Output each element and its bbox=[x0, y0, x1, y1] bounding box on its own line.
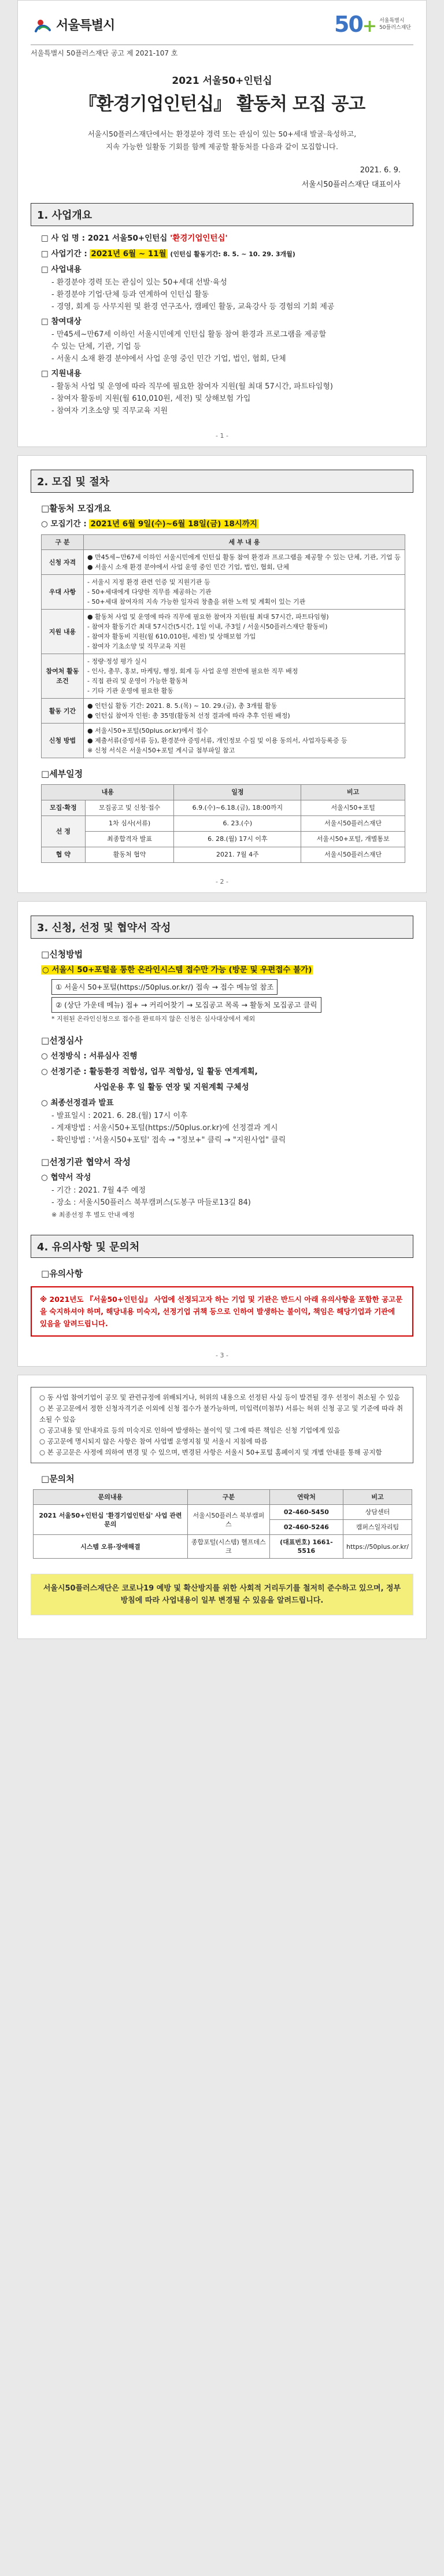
result-item: - 발표일시 : 2021. 6. 28.(월) 17시 이후 bbox=[51, 1112, 188, 1120]
table-header: 세 부 내 용 bbox=[84, 535, 405, 550]
result-item: - 확인방법 : '서울시50+포털' 접속 → "정보+" 클릭 → "지원사업" 클릭 bbox=[51, 1136, 286, 1145]
table-cell: 2021. 7월 4주 bbox=[174, 847, 301, 863]
table-cell: 종합포털(시스템) 헬프데스크 bbox=[187, 1535, 269, 1559]
result-label: ○ 최종선정결과 발표 bbox=[41, 1098, 114, 1108]
contact-title: □ 문의처 bbox=[41, 1472, 406, 1486]
recruit-body bbox=[18, 502, 426, 531]
contract-item: - 기간 : 2021. 7월 4주 예정 bbox=[51, 1186, 146, 1195]
table-cell: 지원 내용 bbox=[42, 610, 84, 654]
contract-title: □ 선정기관 협약서 작성 bbox=[41, 1156, 406, 1169]
table-cell: 서울시50플러스 북부캠퍼스 bbox=[187, 1505, 269, 1535]
50plus-logo-sub1: 서울특별시 bbox=[379, 18, 405, 24]
table-row bbox=[42, 550, 405, 575]
page-number: - 3 - bbox=[216, 1352, 228, 1359]
support-item: - 활동처 사업 및 운영에 따라 직무에 필요한 참여자 지원(월 최대 57시간, 파트타임형) bbox=[51, 382, 333, 391]
50plus-logo-plus: + bbox=[362, 16, 376, 36]
apply-step-text: ① 서울시 50+포털(https://50plus.or.kr/) 접속 → 접수 메뉴얼 참조 bbox=[51, 979, 278, 995]
content-item: - 경영, 회계 등 사무지원 및 환경 연구조사, 캠페인 활동, 교육강사 등 경험의 기회 제공 bbox=[51, 302, 335, 311]
notice-number: 서울특별시 50플러스재단 공고 제 2021-107 호 bbox=[31, 49, 178, 57]
section-heading-recruit: 2. 모집 및 절차 bbox=[31, 470, 413, 493]
table-cell: 서울시50플러스재단 bbox=[301, 816, 405, 832]
document-page-3 bbox=[17, 901, 427, 1367]
target-label: □ 참여대상 bbox=[41, 317, 82, 326]
table-row bbox=[42, 847, 405, 863]
table-cell: 모집·확정 bbox=[42, 800, 86, 816]
recruit-period-value: 2021년 6월 9일(수)~6월 18일(금) 18시까지 bbox=[90, 519, 257, 529]
table-cell: 서울시50+포털 bbox=[301, 800, 405, 816]
intro-text bbox=[18, 128, 426, 153]
document-page-2 bbox=[17, 455, 427, 893]
table-cell: ● 서울시50+포털(50plus.or.kr)에서 접수 ● 제출서류(증빙서류 등), 환경분야 증빙서류, 개인정보 수집 및 이용 동의서, 사업자등록증 등 ※ 신청 서식은 서울시50+포털 게시글 첨부파일 참고 bbox=[84, 724, 405, 758]
table-row bbox=[42, 800, 405, 816]
table-cell: 서울시50플러스재단 bbox=[301, 847, 405, 863]
contract-label: ○ 협약서 작성 bbox=[41, 1173, 91, 1182]
note-item: ○ 공고문에 명시되지 않은 사항은 참여 사업별 운영지침 및 서울시 지침에 따름 bbox=[39, 1437, 268, 1445]
result-item: - 게재방법 : 서울시50+포털(https://50plus.or.kr)에 선정결과 게시 bbox=[51, 1124, 278, 1132]
notice-date: 2021. 6. 9. bbox=[360, 166, 401, 175]
project-name-label: □ 사 업 명 : 2021 서울50+인턴십 bbox=[41, 234, 171, 243]
notice-body bbox=[18, 1267, 426, 1280]
table-cell: 우대 사항 bbox=[42, 575, 84, 610]
table-cell: 1차 심사(서류) bbox=[85, 816, 174, 832]
content-label: □ 사업내용 bbox=[41, 265, 82, 274]
recruit-period-line bbox=[41, 518, 406, 531]
document-header bbox=[18, 1, 426, 56]
table-cell: 02-460-5450 bbox=[269, 1505, 343, 1520]
table-header: 내용 bbox=[42, 785, 174, 800]
table-cell: ● 만45세~만67세 이하인 서울시민에게 인턴십 활동 참여 환경과 프로그램을 제공할 수 있는 단체, 기관, 기업 등 ● 서울시 소재 환경 분야에서 사업 운영 중인 민간 기업, 법인, 협회, 단체 bbox=[84, 550, 405, 575]
note-item: ○ 동 사업 참여기업이 공모 및 관련규정에 위배되거나, 허위의 내용으로 선정된 사실 등이 발견될 경우 선정이 취소될 수 있음 bbox=[39, 1393, 400, 1401]
table-row bbox=[42, 832, 405, 847]
table-cell: 참여처 활동 조건 bbox=[42, 654, 84, 699]
project-name-line bbox=[41, 232, 406, 245]
notice-title: □ 유의사항 bbox=[41, 1267, 406, 1280]
project-period-label: □ 사업기간 : bbox=[41, 249, 90, 259]
intro-line: 지속 가능한 일활동 기회를 함께 제공할 활동처를 다음과 같이 모집합니다. bbox=[106, 142, 338, 151]
document-page-1 bbox=[17, 0, 427, 447]
50plus-logo-sub2: 50플러스재단 bbox=[379, 25, 411, 31]
warning-box: ※ 2021년도 『서울50+인턴십』 사업에 선정되고자 하는 기업 및 기관은 반드시 아래 유의사항을 포함한 공고문을 숙지하셔야 하며, 해당내용 미숙지, 선정기업 귀책 등으로 인하여 발생하는 불이익, 책임은 해당기업과 기관에 있음을 알려드립니다. bbox=[31, 1286, 413, 1337]
note-item: ○ 공고내용 및 안내자료 등의 미숙지로 인하여 발생하는 불이익 및 그에 따른 책임은 신청 기업에게 있음 bbox=[39, 1426, 341, 1434]
schedule-body bbox=[18, 767, 426, 781]
note-item: ○ 본 공고문은 사정에 의하여 변경 및 수 있으며, 변경된 사항은 서울시 50+포털 홈페이지 및 개별 안내를 통해 공지함 bbox=[39, 1448, 382, 1456]
table-cell: 6. 28.(월) 17시 이후 bbox=[174, 832, 301, 847]
content-item: - 환경분야 기업·단체 등과 연계하여 인턴십 활동 bbox=[51, 290, 209, 299]
apply-line bbox=[41, 964, 406, 977]
table-header: 일정 bbox=[174, 785, 301, 800]
contract-item: - 장소 : 서울시50플러스 북부캠퍼스(도봉구 마들로13길 84) bbox=[51, 1198, 251, 1207]
table-cell: 신청 방법 bbox=[42, 724, 84, 758]
project-name-value: '환경기업인턴십' bbox=[170, 234, 228, 243]
table-cell: 활동 기간 bbox=[42, 699, 84, 724]
project-period-line bbox=[41, 248, 406, 261]
table-row bbox=[42, 575, 405, 610]
table-cell: 02-460-5246 bbox=[269, 1520, 343, 1535]
contact-body bbox=[18, 1472, 426, 1486]
page-number: - 1 - bbox=[216, 432, 228, 440]
table-cell: 2021 서울50+인턴십 '환경기업인턴십' 사업 관련 문의 bbox=[34, 1505, 188, 1535]
recruit-subtitle: □ 활동처 모집개요 bbox=[41, 502, 406, 515]
table-header: 연락처 bbox=[269, 1490, 343, 1505]
overview-body bbox=[18, 232, 426, 417]
table-row bbox=[42, 610, 405, 654]
table-row bbox=[42, 816, 405, 832]
50plus-logo bbox=[334, 13, 411, 35]
support-label: □ 지원내용 bbox=[41, 369, 82, 378]
table-cell: 캠퍼스일자리팀 bbox=[343, 1520, 412, 1535]
seoul-logo bbox=[34, 16, 114, 34]
select-criteria-cont: 사업운용 후 일 활동 연장 및 지원계획 구체성 bbox=[94, 1083, 249, 1092]
recruit-period-label: ○ 모집기간 : bbox=[41, 519, 90, 529]
schedule-title: □ 세부일정 bbox=[41, 767, 406, 781]
apply-body bbox=[18, 948, 426, 1221]
seoul-logo-icon bbox=[34, 16, 51, 34]
table-cell: ● 인턴십 활동 기간: 2021. 8. 5.(목) ~ 10. 29.(금), 총 3개월 활동 ● 인턴십 참여자 인원: 총 35명(활동처 선정 결과에 따라 추후 인원 배정) bbox=[84, 699, 405, 724]
title-block bbox=[18, 56, 426, 115]
table-cell: 상담센터 bbox=[343, 1505, 412, 1520]
note-item: ○ 본 공고문에서 정한 신청자격기준 이외에 신청 접수가 불가능하며, 미입력(미첨부) 서류는 허위 신청 공고 및 기준에 따라 취소될 수 있음 bbox=[39, 1404, 404, 1423]
support-item: - 참여자 기초소양 및 직무교육 지원 bbox=[51, 407, 168, 415]
table-cell: 6. 23.(수) bbox=[174, 816, 301, 832]
apply-line-text: ○ 서울시 50+포털을 통한 온라인시스템 접수만 가능 (방문 및 우편접수 불가) bbox=[42, 965, 312, 975]
apply-title: □ 신청방법 bbox=[41, 948, 406, 961]
table-cell: - 서울시 지정 환경 관련 인증 및 지원기관 등 - 50+세대에게 다양한 직무를 제공하는 기관 - 50+세대 참여자의 지속 가능한 일자리 창출을 위한 노력 및 계획이 있는 기관 bbox=[84, 575, 405, 610]
table-cell: 최종합격자 발표 bbox=[85, 832, 174, 847]
document-page-4 bbox=[17, 1375, 427, 1639]
select-criteria: ○ 선정기준 : 활동환경 적합성, 업무 적합성, 일 활동 연계계획, bbox=[41, 1067, 258, 1076]
table-header: 구분 bbox=[187, 1490, 269, 1505]
page-number: - 2 - bbox=[216, 878, 228, 885]
apply-step-1 bbox=[51, 979, 406, 995]
target-item: - 만45세~만67세 이하인 서울시민에게 인턴십 활동 참여 환경과 프로그램을 제공할 bbox=[51, 330, 327, 339]
intro-line: 서울시50플러스재단에서는 환경분야 경력 또는 관심이 있는 50+세대 발굴·육성하고, bbox=[87, 130, 357, 138]
table-header: 구 분 bbox=[42, 535, 84, 550]
table-row bbox=[34, 1535, 412, 1559]
table-cell: 선 정 bbox=[42, 816, 86, 847]
content-item: - 환경분야 경력 또는 관심이 있는 50+세대 선발·육성 bbox=[51, 278, 227, 287]
table-row bbox=[42, 724, 405, 758]
table-header: 문의내용 bbox=[34, 1490, 188, 1505]
table-cell: - 정량·정성 평가 실시 - 인사, 총무, 홍보, 마케팅, 행정, 회계 등 사업 운영 전반에 필요한 직무 배정 - 직접 관리 및 운영이 가능한 활동처 - 기타 기관 운영에 필요한 활동 bbox=[84, 654, 405, 699]
seoul-logo-text: 서울특별시 bbox=[56, 19, 115, 33]
table-cell: 신청 자격 bbox=[42, 550, 84, 575]
section-heading-notice: 4. 유의사항 및 문의처 bbox=[31, 1235, 413, 1258]
select-title: □ 선정심사 bbox=[41, 1034, 406, 1047]
contract-item: ※ 최종선정 후 별도 안내 예정 bbox=[51, 1211, 135, 1219]
50plus-logo-num: 50 bbox=[334, 12, 362, 37]
schedule-table bbox=[41, 784, 405, 863]
page-title: 『환경기업인턴십』 활동처 모집 공고 bbox=[79, 94, 365, 115]
table-cell: (대표번호) 1661-5516 bbox=[269, 1535, 343, 1559]
select-way: ○ 선정방식 : 서류심사 진행 bbox=[41, 1051, 138, 1061]
section-heading-overview: 1. 사업개요 bbox=[31, 203, 413, 226]
apply-step-2 bbox=[51, 997, 406, 1013]
title-sub: 2021 서울50+인턴십 bbox=[172, 75, 272, 87]
table-row bbox=[42, 699, 405, 724]
table-cell: ● 활동처 사업 및 운영에 따라 직무에 필요한 참여자 지원(월 최대 57시간, 파트타임형) - 참여자 활동기간 최대 57시간(5시간, 1일 이내, 주3일 / 서울시50플러스재단 활동비) - 참여자 활동비 지원(월 610,010원, 세전) 및 상해보험 가입 - 참여자 기초소양 및 직무교육 지원 bbox=[84, 610, 405, 654]
project-period-value: 2021년 6월 ~ 11월 bbox=[91, 249, 166, 259]
apply-note: * 지원된 온라인신청으로 접수를 완료하지 않은 신청은 심사대상에서 제외 bbox=[51, 1015, 256, 1023]
table-header: 비고 bbox=[301, 785, 405, 800]
table-row bbox=[42, 654, 405, 699]
target-item: 수 있는 단체, 기관, 기업 등 bbox=[51, 342, 141, 351]
table-header: 비고 bbox=[343, 1490, 412, 1505]
footer-notice: 서울시50플러스재단은 코로나19 예방 및 확산방지를 위한 사회적 거리두기를 철저히 준수하고 있으며, 정부방침에 따라 사업내용이 일부 변경될 수 있음을 알려드립니다. bbox=[31, 1574, 413, 1615]
table-cell: 활동처 협약 bbox=[85, 847, 174, 863]
section-heading-apply: 3. 신청, 선정 및 협약서 작성 bbox=[31, 916, 413, 939]
table-cell: 서울시50+포털, 개별통보 bbox=[301, 832, 405, 847]
support-item: - 참여자 활동비 지원(월 610,010원, 세전) 및 상해보험 가입 bbox=[51, 394, 251, 403]
table-cell: 모집공고 및 신청·접수 bbox=[85, 800, 174, 816]
table-cell[interactable]: https://50plus.or.kr/ bbox=[343, 1535, 412, 1559]
notice-signer: 서울시50플러스재단 대표이사 bbox=[301, 180, 401, 189]
notes-box bbox=[31, 1387, 413, 1463]
project-period-note: (인턴십 활동기간: 8. 5. ~ 10. 29. 3개월) bbox=[170, 250, 295, 258]
table-cell: 시스템 오류·장애해결 bbox=[34, 1535, 188, 1559]
apply-step-text: ② (상단 가운데 메뉴) 접+ → 커리어찾기 → 모집공고 목록 → 활동처 모집공고 클릭 bbox=[51, 997, 321, 1013]
table-cell: 6.9.(수)~6.18.(금), 18:00까지 bbox=[174, 800, 301, 816]
table-row bbox=[34, 1505, 412, 1520]
target-item: - 서울시 소재 환경 분야에서 사업 운영 중인 민간 기업, 법인, 협회, 단체 bbox=[51, 355, 286, 363]
table-cell: 협 약 bbox=[42, 847, 86, 863]
contact-table bbox=[33, 1489, 412, 1559]
recruit-table bbox=[41, 534, 405, 758]
